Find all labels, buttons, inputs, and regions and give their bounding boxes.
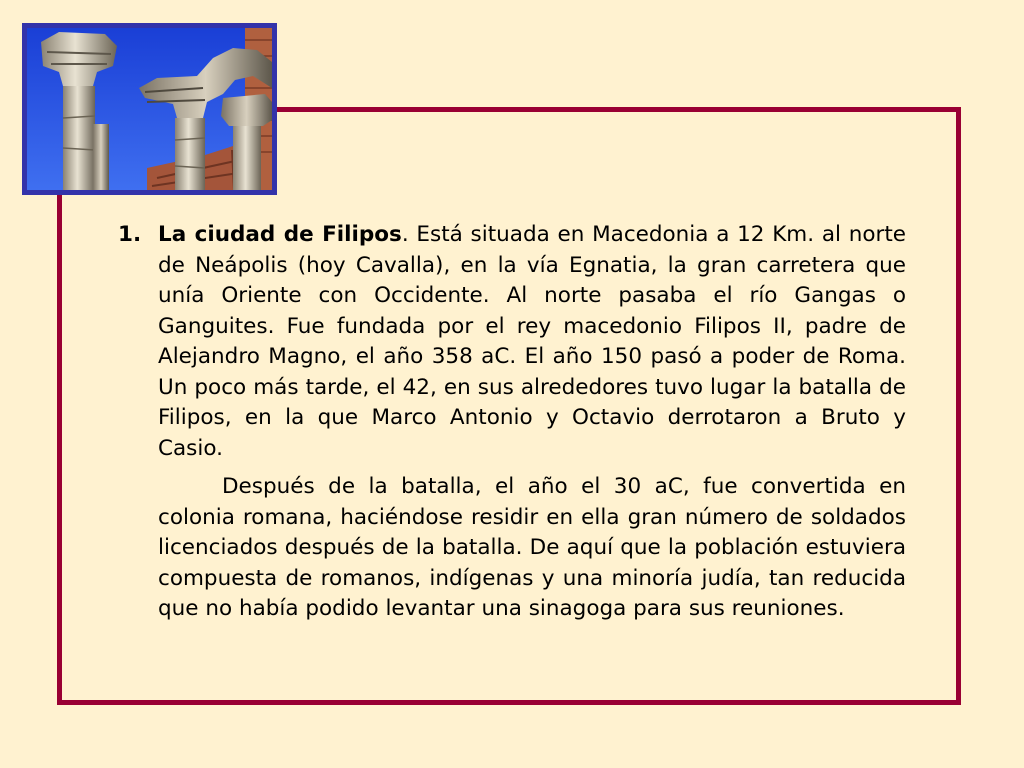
list-item-body xyxy=(158,220,906,464)
text-content xyxy=(118,220,906,625)
ruins-photo xyxy=(22,23,277,195)
item-text: . Está situada en Macedonia a 12 Km. al norte de Neápolis (hoy Cavalla), en la vía Egnatia, la gran carretera que unía Oriente con Occidente. Al norte pasaba el río Gangas o Ganguites. Fue fundada por el rey macedonio Filipos II, padre de Alejandro Magno, el año 358 aC. El año 150 pasó a poder de Roma. Un poco más tarde, el 42, en sus alrededores tuvo lugar la batalla de Filipos, en la que Marco Antonio y Octavio derrotaron a Bruto y Casio. xyxy=(158,222,906,461)
ancient-ruins-image xyxy=(27,28,272,190)
item-lead-title: La ciudad de Filipos xyxy=(158,222,402,247)
second-paragraph: Después de la batalla, el año el 30 aC, fue convertida en colonia romana, haciéndose residir en ella gran número de soldados licenciados después de la batalla. De aquí que la población estuviera compuesta de romanos, indígenas y una minoría judía, tan reducida que no había podido levantar una sinagoga para sus reuniones. xyxy=(158,474,906,621)
list-item xyxy=(118,220,906,464)
list-number: 1. xyxy=(118,222,142,247)
